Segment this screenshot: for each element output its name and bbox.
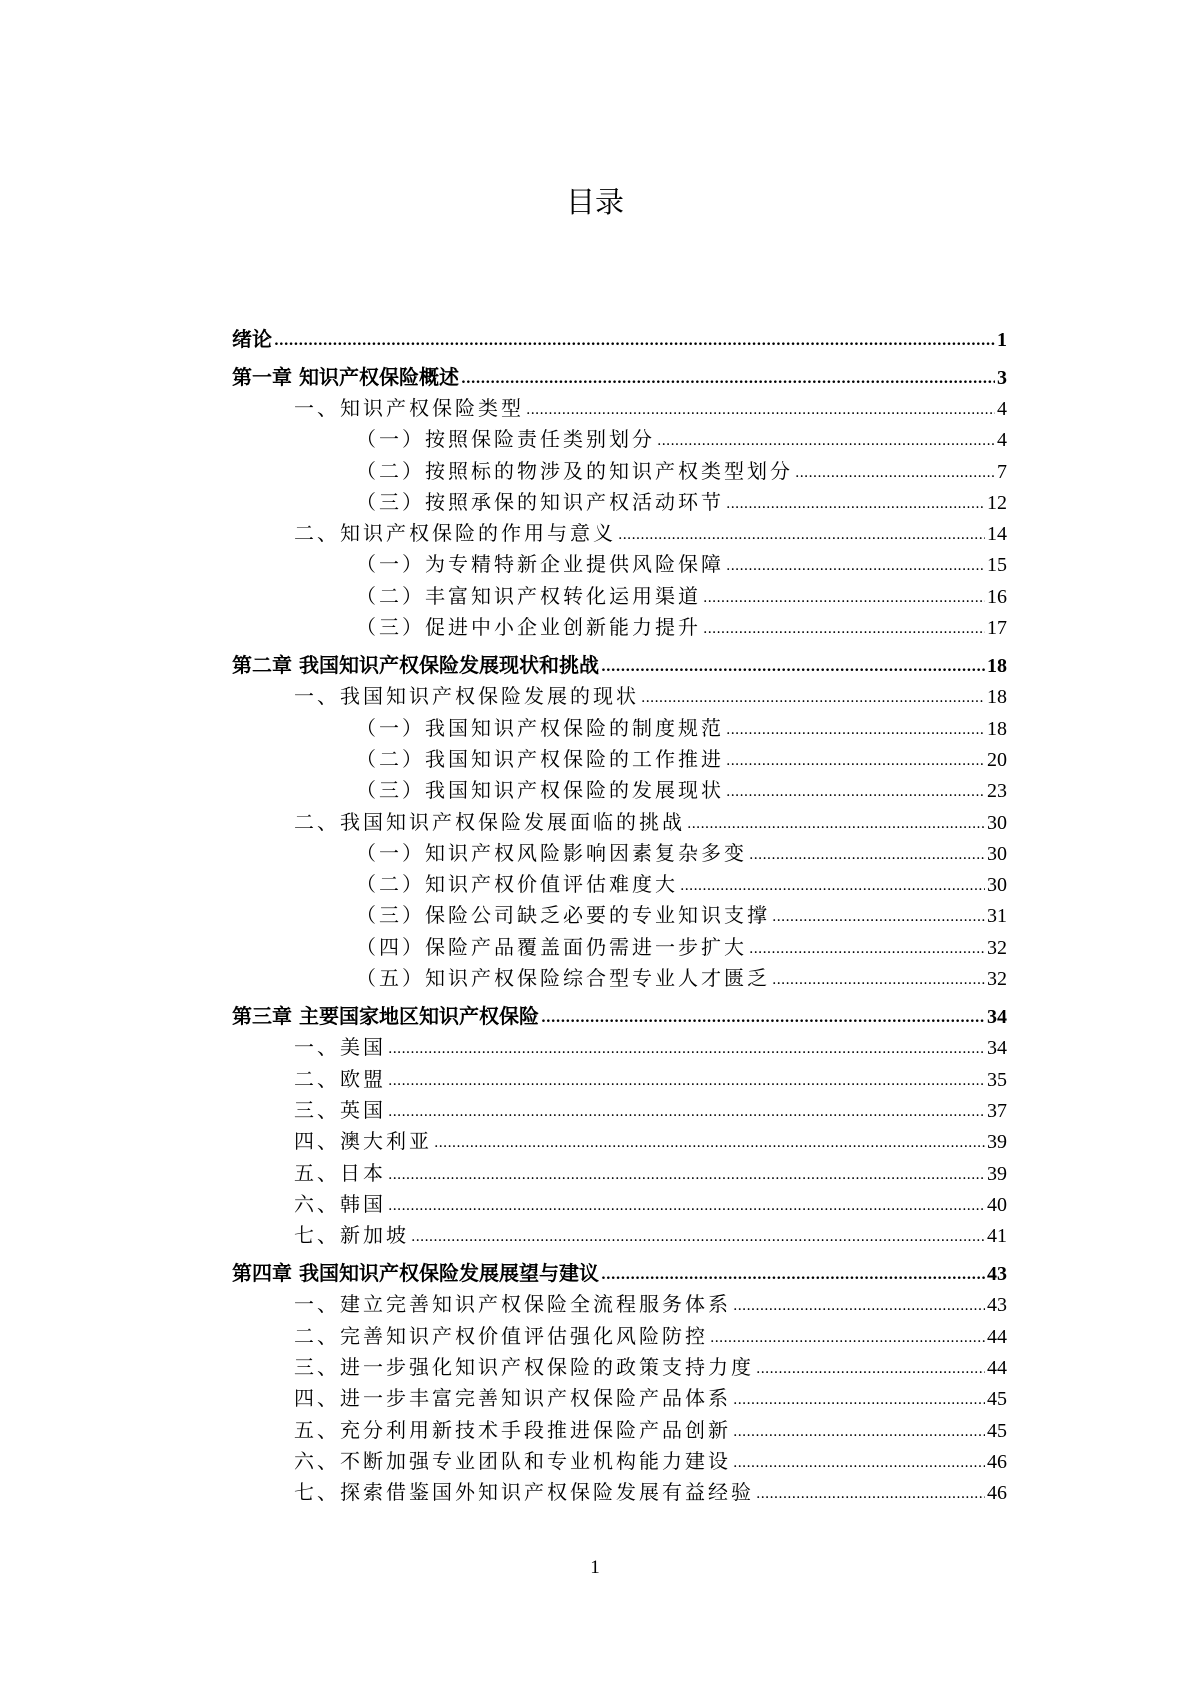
toc-entry-page: 4	[997, 429, 1007, 452]
toc-leader-dots	[274, 326, 995, 350]
toc-entry-label: 二、完善知识产权价值评估强化风险防控	[294, 1323, 708, 1348]
toc-entry-label: 五、充分利用新技术手段推进保险产品创新	[294, 1417, 731, 1442]
toc-leader-dots	[733, 1291, 985, 1315]
toc-entry-label: （三）我国知识产权保险的发展现状	[356, 778, 724, 803]
toc-leader-dots	[388, 1191, 985, 1215]
toc-entry-page: 45	[987, 1388, 1007, 1411]
toc-leader-dots	[749, 840, 985, 864]
toc-entry[interactable]	[232, 1320, 1007, 1351]
toc-leader-dots	[601, 652, 985, 676]
toc-entry[interactable]	[232, 712, 1007, 743]
toc-entry-label: 第三章 主要国家地区知识产权保险	[232, 1004, 539, 1029]
toc-entry-page: 1	[997, 329, 1007, 351]
toc-entry-page: 39	[987, 1162, 1007, 1185]
toc-entry-page: 16	[987, 585, 1007, 608]
toc-entry[interactable]	[232, 392, 1007, 423]
toc-entry-page: 30	[987, 842, 1007, 865]
toc-entry[interactable]	[232, 649, 1007, 680]
toc-entry-page: 20	[987, 748, 1007, 771]
toc-entry[interactable]	[232, 423, 1007, 454]
toc-entry[interactable]	[232, 774, 1007, 805]
toc-leader-dots	[411, 1222, 985, 1246]
toc-entry-page: 7	[997, 460, 1007, 483]
toc-entry-page: 18	[987, 686, 1007, 709]
toc-leader-dots	[772, 965, 985, 989]
toc-entry-page: 18	[987, 655, 1007, 678]
toc-entry-label: （三）按照承保的知识产权活动环节	[356, 489, 724, 514]
toc-leader-dots	[749, 934, 985, 958]
toc-entry-page: 30	[987, 874, 1007, 897]
toc-entry-label: 一、知识产权保险类型	[294, 396, 524, 420]
toc-leader-dots	[388, 1034, 985, 1058]
toc-entry-page: 23	[987, 780, 1007, 803]
toc-entry-label: 一、美国	[294, 1035, 386, 1060]
toc-entry-label: 二、欧盟	[294, 1066, 386, 1091]
toc-entry[interactable]	[232, 611, 1007, 642]
table-of-contents	[232, 323, 1007, 1508]
toc-entry[interactable]	[232, 580, 1007, 611]
toc-leader-dots	[680, 871, 985, 895]
toc-leader-dots	[703, 583, 985, 607]
toc-leader-dots	[733, 1448, 985, 1472]
toc-entry[interactable]	[232, 1219, 1007, 1250]
toc-leader-dots	[388, 1160, 985, 1184]
toc-entry[interactable]	[232, 899, 1007, 930]
toc-entry[interactable]	[232, 455, 1007, 486]
toc-entry-label: 第四章 我国知识产权保险发展展望与建议	[232, 1261, 599, 1286]
toc-entry[interactable]	[232, 1351, 1007, 1382]
toc-entry-label: 二、我国知识产权保险发展面临的挑战	[294, 809, 685, 834]
toc-entry-label: 三、英国	[294, 1097, 386, 1122]
page-number: 1	[590, 1557, 600, 1578]
toc-leader-dots	[726, 746, 985, 770]
toc-entry-label: 一、建立完善知识产权保险全流程服务体系	[294, 1292, 731, 1317]
toc-entry-page: 17	[987, 617, 1007, 640]
toc-entry-label: 第一章 知识产权保险概述	[232, 365, 459, 389]
toc-entry-label: 四、进一步丰富完善知识产权保险产品体系	[294, 1386, 731, 1411]
toc-entry-label: 第二章 我国知识产权保险发展现状和挑战	[232, 653, 599, 678]
toc-entry-label: （三）促进中小企业创新能力提升	[356, 615, 701, 640]
toc-leader-dots	[756, 1479, 985, 1503]
toc-entry[interactable]	[232, 1094, 1007, 1125]
toc-leader-dots	[726, 777, 985, 801]
toc-entry-page: 43	[987, 1263, 1007, 1286]
toc-leader-dots	[461, 364, 995, 388]
toc-entry-label: 六、韩国	[294, 1191, 386, 1216]
toc-entry-label: 一、我国知识产权保险发展的现状	[294, 684, 639, 709]
toc-entry-label: （三）保险公司缺乏必要的专业知识支撑	[356, 903, 770, 928]
toc-entry[interactable]	[232, 962, 1007, 993]
toc-leader-dots	[726, 489, 985, 513]
toc-entry-page: 43	[987, 1294, 1007, 1317]
toc-entry[interactable]	[232, 806, 1007, 837]
toc-leader-dots	[733, 1417, 985, 1441]
toc-entry-page: 35	[987, 1068, 1007, 1091]
toc-entry-label: （二）知识产权价值评估难度大	[356, 872, 678, 897]
toc-entry-label: （二）按照标的物涉及的知识产权类型划分	[356, 458, 793, 483]
toc-entry-page: 34	[987, 1037, 1007, 1060]
toc-entry[interactable]	[232, 1382, 1007, 1413]
toc-entry-page: 14	[987, 523, 1007, 546]
toc-entry[interactable]	[232, 1288, 1007, 1319]
toc-leader-dots	[703, 614, 985, 638]
toc-leader-dots	[756, 1354, 985, 1378]
toc-entry-page: 45	[987, 1419, 1007, 1442]
toc-entry-label: （二）丰富知识产权转化运用渠道	[356, 583, 701, 608]
toc-leader-dots	[687, 809, 985, 833]
toc-entry[interactable]	[232, 837, 1007, 868]
toc-entry-page: 34	[987, 1006, 1007, 1029]
toc-entry[interactable]	[232, 517, 1007, 548]
toc-leader-dots	[601, 1260, 985, 1284]
toc-entry[interactable]	[232, 1445, 1007, 1476]
toc-entry[interactable]	[232, 1414, 1007, 1445]
toc-leader-dots	[641, 683, 985, 707]
toc-entry-label: 二、知识产权保险的作用与意义	[294, 521, 616, 546]
toc-entry-page: 12	[987, 491, 1007, 514]
toc-entry[interactable]	[232, 1476, 1007, 1507]
toc-entry-label: 七、探索借鉴国外知识产权保险发展有益经验	[294, 1480, 754, 1505]
toc-entry[interactable]	[232, 1031, 1007, 1062]
toc-entry[interactable]	[232, 680, 1007, 711]
toc-leader-dots	[388, 1097, 985, 1121]
toc-leader-dots	[795, 458, 995, 482]
toc-leader-dots	[726, 715, 985, 739]
toc-entry-label: 七、新加坡	[294, 1223, 409, 1248]
toc-entry-page: 40	[987, 1193, 1007, 1216]
toc-entry-label: （一）为专精特新企业提供风险保障	[356, 552, 724, 577]
toc-entry-page: 3	[997, 367, 1007, 389]
toc-leader-dots	[726, 551, 985, 575]
toc-entry-page: 32	[987, 968, 1007, 991]
toc-entry-page: 46	[987, 1482, 1007, 1505]
toc-leader-dots	[733, 1385, 985, 1409]
toc-entry-label: 绪论	[232, 327, 272, 351]
toc-entry-page: 31	[987, 905, 1007, 928]
toc-leader-dots	[526, 395, 995, 419]
toc-entry[interactable]	[232, 1125, 1007, 1156]
toc-entry-page: 37	[987, 1099, 1007, 1122]
toc-entry-label: 五、日本	[294, 1160, 386, 1185]
toc-entry-label: （五）知识产权保险综合型专业人才匮乏	[356, 966, 770, 991]
toc-leader-dots	[710, 1323, 985, 1347]
toc-entry-page: 46	[987, 1450, 1007, 1473]
toc-entry-label: （四）保险产品覆盖面仍需进一步扩大	[356, 934, 747, 959]
toc-entry[interactable]	[232, 1188, 1007, 1219]
toc-entry[interactable]	[232, 1063, 1007, 1094]
toc-leader-dots	[434, 1128, 985, 1152]
toc-entry[interactable]	[232, 1157, 1007, 1188]
toc-entry[interactable]	[232, 1257, 1007, 1288]
toc-entry-page: 18	[987, 717, 1007, 740]
toc-entry-page: 15	[987, 554, 1007, 577]
toc-entry-page: 44	[987, 1325, 1007, 1348]
toc-entry-label: 四、澳大利亚	[294, 1129, 432, 1154]
toc-entry[interactable]	[232, 548, 1007, 579]
toc-entry[interactable]	[232, 931, 1007, 962]
toc-leader-dots	[388, 1066, 985, 1090]
toc-entry[interactable]	[232, 1000, 1007, 1031]
toc-entry-label: （一）知识产权风险影响因素复杂多变	[356, 840, 747, 865]
toc-entry-label: 六、不断加强专业团队和专业机构能力建设	[294, 1448, 731, 1473]
toc-entry-page: 4	[997, 398, 1007, 420]
toc-entry-page: 39	[987, 1131, 1007, 1154]
toc-entry-page: 44	[987, 1357, 1007, 1380]
toc-entry[interactable]	[232, 868, 1007, 899]
toc-entry-page: 30	[987, 811, 1007, 834]
toc-entry-label: （二）我国知识产权保险的工作推进	[356, 746, 724, 771]
toc-leader-dots	[657, 426, 995, 450]
toc-entry-label: 三、进一步强化知识产权保险的政策支持力度	[294, 1355, 754, 1380]
toc-leader-dots	[772, 902, 985, 926]
toc-entry-label: （一）按照保险责任类别划分	[356, 427, 655, 452]
toc-leader-dots	[618, 520, 985, 544]
toc-entry[interactable]	[232, 361, 1007, 392]
toc-entry[interactable]	[232, 486, 1007, 517]
toc-entry-page: 41	[987, 1225, 1007, 1248]
toc-entry[interactable]	[232, 743, 1007, 774]
toc-leader-dots	[541, 1003, 985, 1027]
toc-entry[interactable]	[232, 323, 1007, 354]
toc-entry-label: （一）我国知识产权保险的制度规范	[356, 715, 724, 740]
toc-entry-page: 32	[987, 936, 1007, 959]
page-title: 目录	[565, 185, 624, 219]
